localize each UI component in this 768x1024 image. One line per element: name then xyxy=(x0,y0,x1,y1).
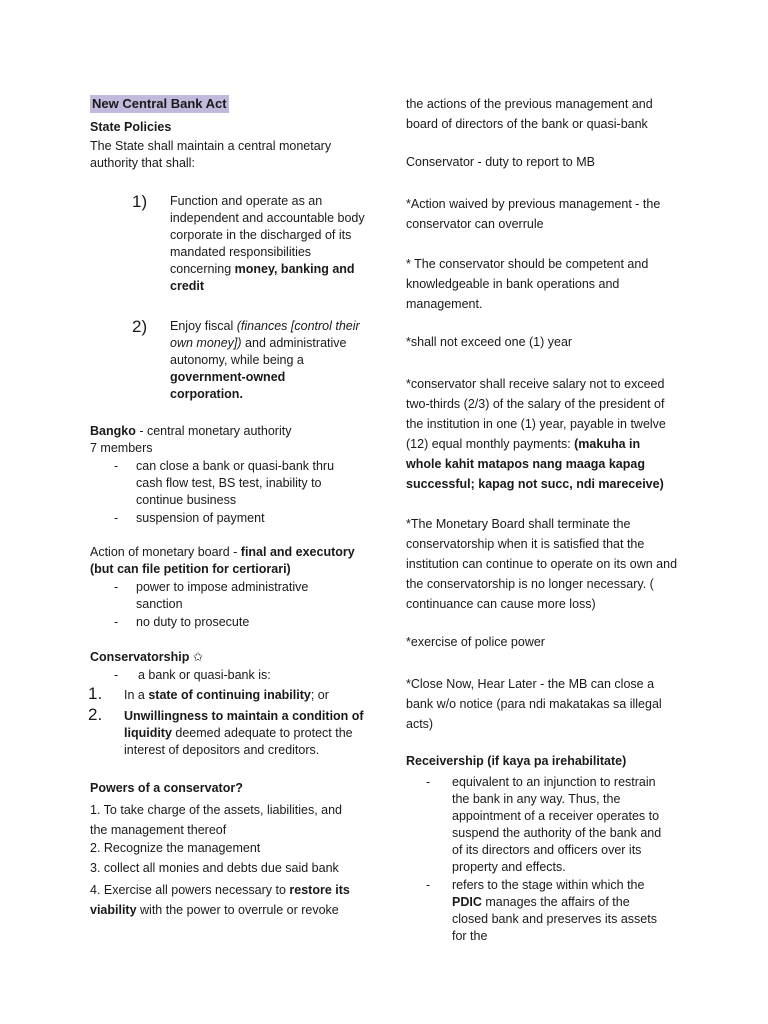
state-intro: The State shall maintain a central monetary authority that shall: xyxy=(90,139,332,170)
power-item-4: 4. Exercise all powers necessary to restore its viability with the power to overrule or revoke xyxy=(90,883,350,917)
police-power: *exercise of police power xyxy=(406,635,545,649)
policy-number-1: 1) xyxy=(132,192,148,211)
receivership-list-item: - equivalent to an injunction to restrain the bank in any way. Thus, the appointment of a receiver operates to suspend the authority of the bank and of its directors and officers over its property and effects. xyxy=(426,775,662,874)
state-policies-heading: State Policies xyxy=(90,120,172,134)
conservator-competent: * The conservator should be competent and knowledgeable in bank operations and management. xyxy=(406,257,649,311)
powers-heading: Powers of a conservator? xyxy=(90,781,243,795)
conservator-report: Conservator - duty to report to MB xyxy=(406,155,595,169)
conservatorship-number-1: 1. xyxy=(88,684,103,703)
shall-not-exceed: *shall not exceed one (1) year xyxy=(406,335,573,349)
conservatorship-condition-1: In a state of continuing inability; or xyxy=(124,688,329,702)
bangko-list-item: - can close a bank or quasi-bank thru cash flow test, BS test, inability to continue business xyxy=(114,459,335,507)
document-title: New Central Bank Act xyxy=(92,96,227,111)
action-list-item: - power to impose administrative sanction xyxy=(114,580,309,611)
terminate-conservatorship: *The Monetary Board shall terminate the conservatorship when it is satisfied that the institution can continue to operate on its own and the conservatorship is no longer necessary. ( continuance can cause more loss) xyxy=(406,517,678,611)
bangko-line: Bangko - central monetary authority xyxy=(90,424,292,438)
policy-item-2: Enjoy fiscal (finances [control their own money]) and administrative autonomy, while being a government-owned corporation. xyxy=(170,319,360,401)
power-item-1: 1. To take charge of the assets, liabilities, and the management thereof xyxy=(90,803,343,837)
receivership-heading: Receivership (if kaya pa irehabilitate) xyxy=(406,754,627,768)
close-now-hear-later: *Close Now, Hear Later - the MB can close a bank w/o notice (para ndi makatakas sa illegal acts) xyxy=(406,677,662,731)
bangko-list-item: - suspension of payment xyxy=(114,511,265,525)
power-item-2: 2. Recognize the management xyxy=(90,841,261,855)
receivership-list-item: - refers to the stage within which the PDIC manages the affairs of the closed bank and preserves its assets for the xyxy=(426,878,657,943)
action-list-item: - no duty to prosecute xyxy=(114,615,250,629)
policy-number-2: 2) xyxy=(132,317,148,336)
conservatorship-condition-2: Unwillingness to maintain a condition of liquidity deemed adequate to protect the interest of depositors and creditors. xyxy=(124,709,364,757)
continued-text: the actions of the previous management and board of directors of the bank or quasi-bank xyxy=(406,97,653,131)
conservator-salary: *conservator shall receive salary not to exceed two-thirds (2/3) of the salary of the president of the institution in one (1) year, payable in twelve (12) equal monthly payments: (makuha in whole kahit matapos nang maaga kapag successful; kapag not succ, ndi mareceive) xyxy=(406,377,666,491)
conservatorship-number-2: 2. xyxy=(88,705,103,724)
policy-item-1: Function and operate as an independent and accountable body corporate in the discharged of its mandated responsibilities concerning money, banking and credit xyxy=(170,194,365,293)
members-line: 7 members xyxy=(90,441,153,455)
action-line: Action of monetary board - final and executory (but can file petition for certiorari) xyxy=(90,545,355,576)
conservatorship-heading: Conservatorship ✩ xyxy=(90,650,204,664)
action-waived: *Action waived by previous management - the conservator can overrule xyxy=(406,197,661,231)
power-item-3: 3. collect all monies and debts due said bank xyxy=(90,861,339,875)
conservatorship-list-item: - a bank or quasi-bank is: xyxy=(114,668,271,682)
